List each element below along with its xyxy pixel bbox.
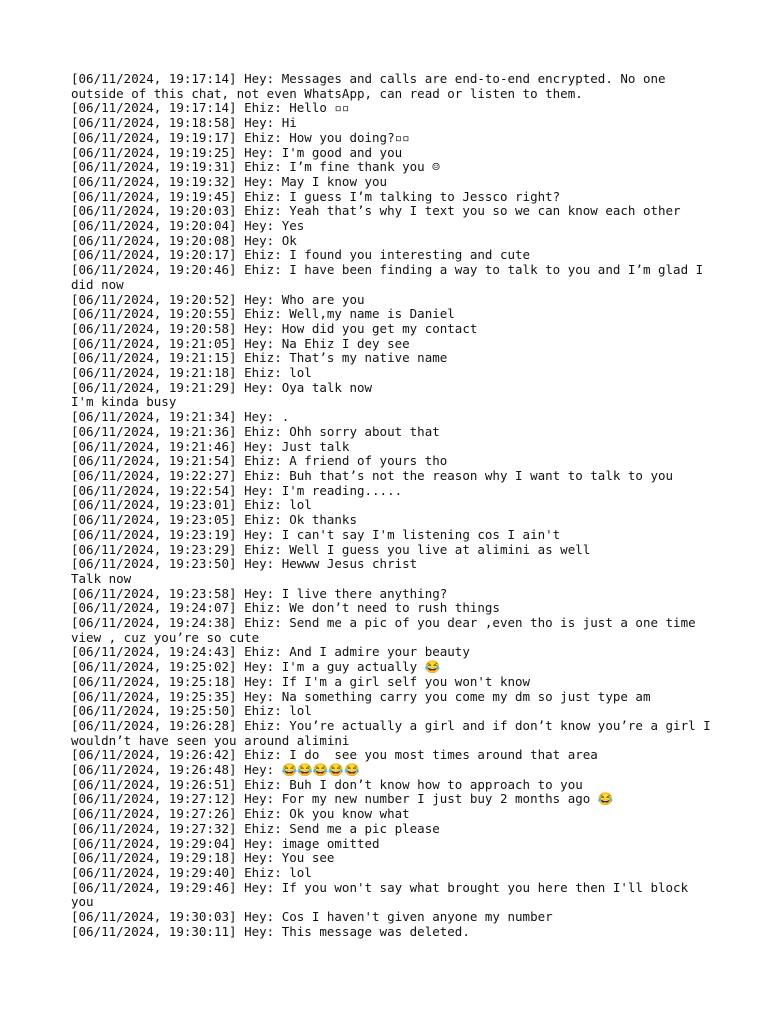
- chat-line: [06/11/2024, 19:29:40] Ehiz: lol: [71, 864, 312, 880]
- chat-transcript: [71, 71, 719, 939]
- chat-line: [06/11/2024, 19:17:14] Hey: Messages and calls are end-to-end encrypted. No one outside of this chat, not even WhatsApp, can read or listen to them.: [71, 71, 674, 101]
- chat-line: [06/11/2024, 19:19:17] Ehiz: How you doing?▫▫: [71, 129, 410, 145]
- chat-line: [06/11/2024, 19:26:42] Ehiz: I do see you most times around that area: [71, 747, 598, 763]
- chat-line: [06/11/2024, 19:25:35] Hey: Na something carry you come my dm so just type am: [71, 688, 651, 704]
- chat-line: [06/11/2024, 19:26:51] Ehiz: Buh I don’t know how to approach to you: [71, 776, 583, 792]
- chat-line: [06/11/2024, 19:27:32] Ehiz: Send me a pic please: [71, 820, 440, 836]
- chat-line: [06/11/2024, 19:21:46] Hey: Just talk: [71, 438, 350, 454]
- chat-line: [06/11/2024, 19:29:46] Hey: If you won't say what brought you here then I'll block you: [71, 879, 696, 910]
- chat-line: [06/11/2024, 19:20:08] Hey: Ok: [71, 232, 297, 248]
- chat-line: [06/11/2024, 19:24:43] Ehiz: And I admire your beauty: [71, 644, 470, 660]
- chat-line: [06/11/2024, 19:26:28] Ehiz: You’re actually a girl and if don’t know you’re a girl I wouldn’t have seen you around alimini: [71, 717, 719, 748]
- chat-line: [06/11/2024, 19:23:29] Ehiz: Well I guess you live at alimini as well: [71, 541, 591, 557]
- chat-line: [06/11/2024, 19:24:38] Ehiz: Send me a pic of you dear ,even tho is just a one time view , cuz you’re so cute: [71, 615, 704, 645]
- chat-line: [06/11/2024, 19:23:58] Hey: I live there anything?: [71, 585, 448, 601]
- chat-line: [06/11/2024, 19:20:55] Ehiz: Well,my name is Daniel: [71, 306, 455, 322]
- chat-line: [06/11/2024, 19:21:29] Hey: Oya talk now I'm kinda busy: [71, 379, 373, 410]
- chat-line: [06/11/2024, 19:27:26] Ehiz: Ok you know what: [71, 806, 410, 822]
- chat-line: [06/11/2024, 19:29:04] Hey: image omitted: [71, 835, 380, 851]
- chat-line: [06/11/2024, 19:19:31] Ehiz: I’m fine thank you ☺: [71, 159, 440, 175]
- chat-line: [06/11/2024, 19:21:15] Ehiz: That’s my native name: [71, 350, 448, 366]
- chat-line: [06/11/2024, 19:20:46] Ehiz: I have been finding a way to talk to you and I’m glad I did now: [71, 262, 711, 292]
- chat-line: [06/11/2024, 19:20:04] Hey: Yes: [71, 218, 305, 234]
- chat-line: [06/11/2024, 19:20:03] Ehiz: Yeah that’s why I text you so we can know each other: [71, 203, 681, 219]
- chat-line: [06/11/2024, 19:26:48] Hey: 😂😂😂😂😂: [71, 762, 360, 778]
- chat-line: [06/11/2024, 19:23:50] Hey: Hewww Jesus christ Talk now: [71, 556, 418, 586]
- chat-line: [06/11/2024, 19:19:32] Hey: May I know you: [71, 173, 388, 189]
- chat-line: [06/11/2024, 19:22:54] Hey: I'm reading.....: [71, 482, 403, 498]
- chat-line: [06/11/2024, 19:21:54] Ehiz: A friend of yours tho: [71, 453, 448, 469]
- chat-line: [06/11/2024, 19:27:12] Hey: For my new number I just buy 2 months ago 😂: [71, 791, 614, 807]
- chat-line: [06/11/2024, 19:21:36] Ehiz: Ohh sorry about that: [71, 423, 440, 439]
- chat-line: [06/11/2024, 19:30:11] Hey: This message was deleted.: [71, 923, 470, 939]
- chat-line: [06/11/2024, 19:18:58] Hey: Hi: [71, 115, 297, 131]
- chat-line: [06/11/2024, 19:24:07] Ehiz: We don’t need to rush things: [71, 600, 500, 616]
- chat-line: [06/11/2024, 19:22:27] Ehiz: Buh that’s not the reason why I want to talk to you: [71, 467, 674, 483]
- chat-line: [06/11/2024, 19:30:03] Hey: Cos I haven't given anyone my number: [71, 909, 553, 925]
- chat-line: [06/11/2024, 19:19:25] Hey: I'm good and you: [71, 144, 403, 160]
- chat-line: [06/11/2024, 19:21:18] Ehiz: lol: [71, 365, 312, 381]
- chat-line: [06/11/2024, 19:29:18] Hey: You see: [71, 850, 335, 866]
- chat-line: [06/11/2024, 19:25:18] Hey: If I'm a girl self you won't know: [71, 673, 531, 689]
- chat-line: [06/11/2024, 19:19:45] Ehiz: I guess I’m talking to Jessco right?: [71, 188, 561, 204]
- chat-line: [06/11/2024, 19:20:17] Ehiz: I found you interesting and cute: [71, 247, 531, 263]
- chat-line: [06/11/2024, 19:20:58] Hey: How did you get my contact: [71, 320, 478, 336]
- chat-line: [06/11/2024, 19:17:14] Ehiz: Hello ▫▫: [71, 100, 350, 116]
- chat-line: [06/11/2024, 19:21:34] Hey: .: [71, 409, 290, 425]
- chat-line: [06/11/2024, 19:21:05] Hey: Na Ehiz I dey see: [71, 335, 410, 351]
- chat-line: [06/11/2024, 19:23:05] Ehiz: Ok thanks: [71, 512, 357, 528]
- chat-line: [06/11/2024, 19:25:50] Ehiz: lol: [71, 703, 312, 719]
- chat-line: [06/11/2024, 19:23:01] Ehiz: lol: [71, 497, 312, 513]
- chat-line: [06/11/2024, 19:23:19] Hey: I can't say I'm listening cos I ain't: [71, 526, 561, 542]
- chat-line: [06/11/2024, 19:25:02] Hey: I'm a guy actually 😂: [71, 659, 441, 675]
- chat-line: [06/11/2024, 19:20:52] Hey: Who are you: [71, 291, 365, 307]
